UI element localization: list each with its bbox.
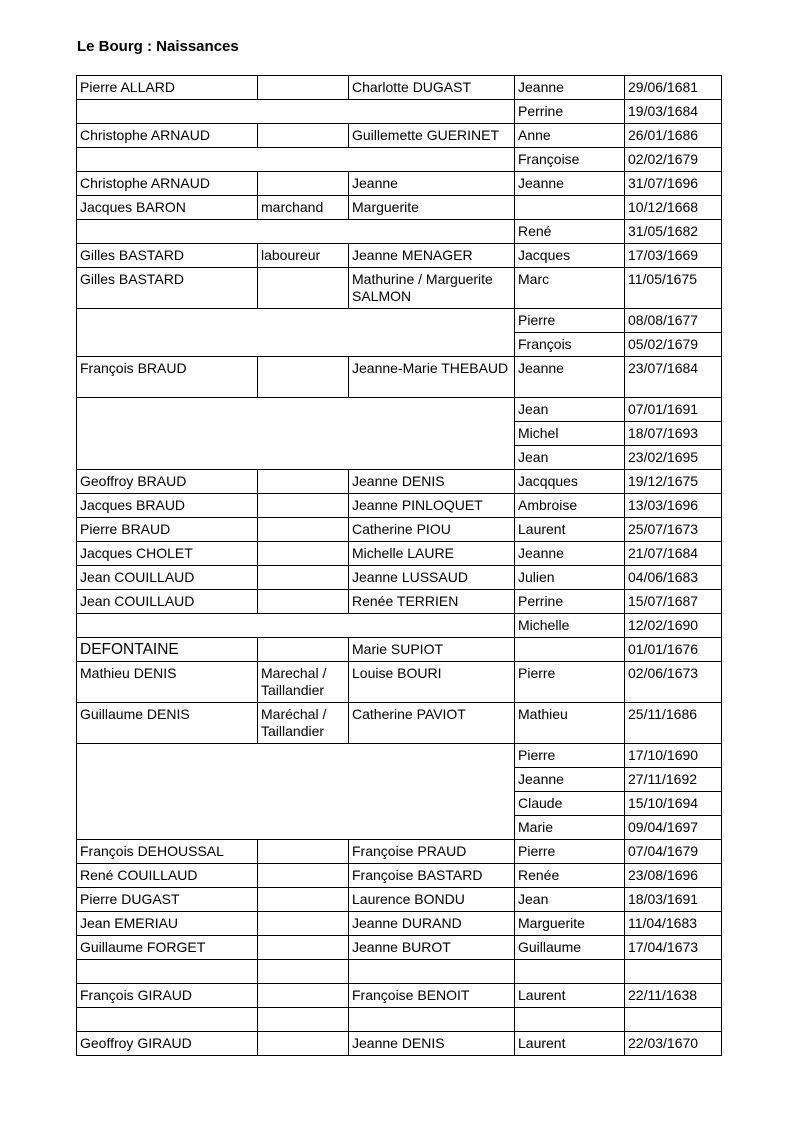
child-cell: Jeanne (515, 357, 625, 398)
occupation-cell (258, 912, 349, 936)
birth-date-cell: 09/04/1697 (625, 816, 722, 840)
table-row (77, 638, 722, 662)
occupation-cell (258, 357, 349, 398)
occupation-cell (258, 172, 349, 196)
child-cell: Marc (515, 268, 625, 309)
mother-cell: Jeanne LUSSAUD (349, 566, 515, 590)
father-cell: Jacques BRAUD (77, 494, 258, 518)
birth-date-cell: 15/07/1687 (625, 590, 722, 614)
occupation-cell (258, 124, 349, 148)
birth-date-cell: 13/03/1696 (625, 494, 722, 518)
occupation-cell (258, 638, 349, 662)
birth-date-cell: 04/06/1683 (625, 566, 722, 590)
child-cell: Jean (515, 446, 625, 470)
birth-date-cell: 29/06/1681 (625, 76, 722, 100)
birth-date-cell: 26/01/1686 (625, 124, 722, 148)
table-row (77, 518, 722, 542)
birth-date-cell: 02/02/1679 (625, 148, 722, 172)
mother-cell: Charlotte DUGAST (349, 76, 515, 100)
child-cell: Laurent (515, 1032, 625, 1056)
occupation-cell (258, 1032, 349, 1056)
father-cell: François GIRAUD (77, 984, 258, 1008)
father-cell: Jean COUILLAUD (77, 566, 258, 590)
child-cell: Jean (515, 888, 625, 912)
table-row (77, 124, 722, 148)
child-cell: Claude (515, 792, 625, 816)
table-row (77, 590, 722, 614)
child-cell (515, 638, 625, 662)
mother-cell: Jeanne DENIS (349, 470, 515, 494)
birth-date-cell: 25/11/1686 (625, 703, 722, 744)
child-cell: Pierre (515, 662, 625, 703)
birth-date-cell (625, 1008, 722, 1032)
father-cell: Jean COUILLAUD (77, 590, 258, 614)
birth-date-cell: 02/06/1673 (625, 662, 722, 703)
child-cell: René (515, 220, 625, 244)
father-cell: René COUILLAUD (77, 864, 258, 888)
birth-date-cell: 27/11/1692 (625, 768, 722, 792)
table-row (77, 1032, 722, 1056)
table-row (77, 888, 722, 912)
birth-date-cell: 19/12/1675 (625, 470, 722, 494)
occupation-cell: Marechal / Taillandier (258, 662, 349, 703)
child-cell (515, 196, 625, 220)
child-cell: Laurent (515, 518, 625, 542)
table-row (77, 662, 722, 703)
mother-cell: Renée TERRIEN (349, 590, 515, 614)
father-cell: François DEHOUSSAL (77, 840, 258, 864)
child-cell: Perrine (515, 590, 625, 614)
table-row (77, 864, 722, 888)
child-cell: Mathieu (515, 703, 625, 744)
father-cell: Pierre ALLARD (77, 76, 258, 100)
child-cell: Laurent (515, 984, 625, 1008)
occupation-cell (258, 76, 349, 100)
page-title: Le Bourg : Naissances (77, 38, 239, 55)
birth-date-cell: 01/01/1676 (625, 638, 722, 662)
occupation-cell (258, 1008, 349, 1032)
child-cell: Jeanne (515, 172, 625, 196)
occupation-cell (258, 470, 349, 494)
child-cell: Julien (515, 566, 625, 590)
occupation-cell (258, 566, 349, 590)
occupation-cell: Maréchal / Taillandier (258, 703, 349, 744)
blank-merged-cell (77, 220, 515, 244)
mother-cell: Jeanne (349, 172, 515, 196)
father-cell: DEFONTAINE (77, 638, 258, 662)
table-row (77, 936, 722, 960)
mother-cell (349, 1008, 515, 1032)
birth-date-cell: 31/05/1682 (625, 220, 722, 244)
mother-cell: Françoise BASTARD (349, 864, 515, 888)
birth-date-cell: 07/01/1691 (625, 398, 722, 422)
occupation-cell (258, 590, 349, 614)
child-cell: Jacqques (515, 470, 625, 494)
blank-merged-cell (77, 398, 515, 470)
mother-cell: Guillemette GUERINET (349, 124, 515, 148)
birth-date-cell: 11/05/1675 (625, 268, 722, 309)
birth-date-cell: 15/10/1694 (625, 792, 722, 816)
child-cell: Jean (515, 398, 625, 422)
mother-cell: Laurence BONDU (349, 888, 515, 912)
birth-date-cell: 11/04/1683 (625, 912, 722, 936)
birth-date-cell: 22/11/1638 (625, 984, 722, 1008)
table-row (77, 100, 722, 124)
table-row (77, 840, 722, 864)
table-row (77, 960, 722, 984)
occupation-cell (258, 518, 349, 542)
birth-date-cell: 23/08/1696 (625, 864, 722, 888)
child-cell: François (515, 333, 625, 357)
father-cell (77, 1008, 258, 1032)
birth-date-cell: 12/02/1690 (625, 614, 722, 638)
father-cell: Jean EMERIAU (77, 912, 258, 936)
father-cell: Mathieu DENIS (77, 662, 258, 703)
table-row (77, 172, 722, 196)
child-cell: Marguerite (515, 912, 625, 936)
births-table (76, 75, 722, 1056)
occupation-cell (258, 936, 349, 960)
mother-cell: Jeanne PINLOQUET (349, 494, 515, 518)
birth-date-cell: 08/08/1677 (625, 309, 722, 333)
child-cell (515, 1008, 625, 1032)
occupation-cell (258, 984, 349, 1008)
birth-date-cell: 07/04/1679 (625, 840, 722, 864)
birth-date-cell: 21/07/1684 (625, 542, 722, 566)
occupation-cell: laboureur (258, 244, 349, 268)
child-cell: Françoise (515, 148, 625, 172)
father-cell: Gilles BASTARD (77, 268, 258, 309)
father-cell: François BRAUD (77, 357, 258, 398)
occupation-cell (258, 494, 349, 518)
occupation-cell: marchand (258, 196, 349, 220)
birth-date-cell: 19/03/1684 (625, 100, 722, 124)
child-cell: Pierre (515, 744, 625, 768)
child-cell: Guillaume (515, 936, 625, 960)
occupation-cell (258, 542, 349, 566)
birth-date-cell: 22/03/1670 (625, 1032, 722, 1056)
birth-date-cell: 05/02/1679 (625, 333, 722, 357)
birth-date-cell: 23/02/1695 (625, 446, 722, 470)
mother-cell: Marguerite (349, 196, 515, 220)
table-row (77, 703, 722, 744)
table-row (77, 309, 722, 333)
child-cell: Michelle (515, 614, 625, 638)
occupation-cell (258, 268, 349, 309)
table-row (77, 542, 722, 566)
blank-merged-cell (77, 614, 515, 638)
birth-date-cell: 17/04/1673 (625, 936, 722, 960)
mother-cell: Jeanne DENIS (349, 1032, 515, 1056)
birth-date-cell: 10/12/1668 (625, 196, 722, 220)
father-cell: Geoffroy BRAUD (77, 470, 258, 494)
mother-cell: Jeanne MENAGER (349, 244, 515, 268)
mother-cell: Michelle LAURE (349, 542, 515, 566)
table-row (77, 744, 722, 768)
table-row (77, 470, 722, 494)
birth-date-cell (625, 960, 722, 984)
father-cell: Christophe ARNAUD (77, 124, 258, 148)
mother-cell: Louise BOURI (349, 662, 515, 703)
blank-merged-cell (77, 744, 515, 840)
father-cell: Geoffroy GIRAUD (77, 1032, 258, 1056)
child-cell: Jeanne (515, 768, 625, 792)
table-row (77, 566, 722, 590)
father-cell: Guillaume FORGET (77, 936, 258, 960)
child-cell: Michel (515, 422, 625, 446)
child-cell: Renée (515, 864, 625, 888)
father-cell: Guillaume DENIS (77, 703, 258, 744)
birth-date-cell: 18/07/1693 (625, 422, 722, 446)
child-cell: Jeanne (515, 542, 625, 566)
blank-merged-cell (77, 309, 515, 357)
birth-date-cell: 17/03/1669 (625, 244, 722, 268)
birth-date-cell: 25/07/1673 (625, 518, 722, 542)
birth-date-cell: 23/07/1684 (625, 357, 722, 398)
mother-cell: Marie SUPIOT (349, 638, 515, 662)
table-row (77, 398, 722, 422)
blank-merged-cell (77, 148, 515, 172)
table-row (77, 244, 722, 268)
table-row (77, 912, 722, 936)
mother-cell: Françoise PRAUD (349, 840, 515, 864)
birth-date-cell: 17/10/1690 (625, 744, 722, 768)
child-cell: Marie (515, 816, 625, 840)
birth-date-cell: 31/07/1696 (625, 172, 722, 196)
father-cell: Pierre BRAUD (77, 518, 258, 542)
child-cell: Anne (515, 124, 625, 148)
occupation-cell (258, 960, 349, 984)
child-cell: Pierre (515, 840, 625, 864)
father-cell: Christophe ARNAUD (77, 172, 258, 196)
table-row (77, 494, 722, 518)
child-cell: Jeanne (515, 76, 625, 100)
table-row (77, 196, 722, 220)
mother-cell: Françoise BENOIT (349, 984, 515, 1008)
mother-cell: Jeanne-Marie THEBAUD (349, 357, 515, 398)
birth-date-cell: 18/03/1691 (625, 888, 722, 912)
table-row (77, 220, 722, 244)
table-row (77, 148, 722, 172)
child-cell: Perrine (515, 100, 625, 124)
mother-cell: Jeanne BUROT (349, 936, 515, 960)
table-row (77, 614, 722, 638)
child-cell: Pierre (515, 309, 625, 333)
child-cell: Ambroise (515, 494, 625, 518)
table-row (77, 76, 722, 100)
table-row (77, 1008, 722, 1032)
father-cell (77, 960, 258, 984)
occupation-cell (258, 864, 349, 888)
mother-cell: Mathurine / Marguerite SALMON (349, 268, 515, 309)
mother-cell: Jeanne DURAND (349, 912, 515, 936)
table-row (77, 268, 722, 309)
father-cell: Gilles BASTARD (77, 244, 258, 268)
father-cell: Jacques CHOLET (77, 542, 258, 566)
child-cell (515, 960, 625, 984)
occupation-cell (258, 840, 349, 864)
mother-cell: Catherine PIOU (349, 518, 515, 542)
occupation-cell (258, 888, 349, 912)
mother-cell: Catherine PAVIOT (349, 703, 515, 744)
father-cell: Pierre DUGAST (77, 888, 258, 912)
child-cell: Jacques (515, 244, 625, 268)
blank-merged-cell (77, 100, 515, 124)
father-cell: Jacques BARON (77, 196, 258, 220)
table-row (77, 357, 722, 398)
table-row (77, 984, 722, 1008)
mother-cell (349, 960, 515, 984)
